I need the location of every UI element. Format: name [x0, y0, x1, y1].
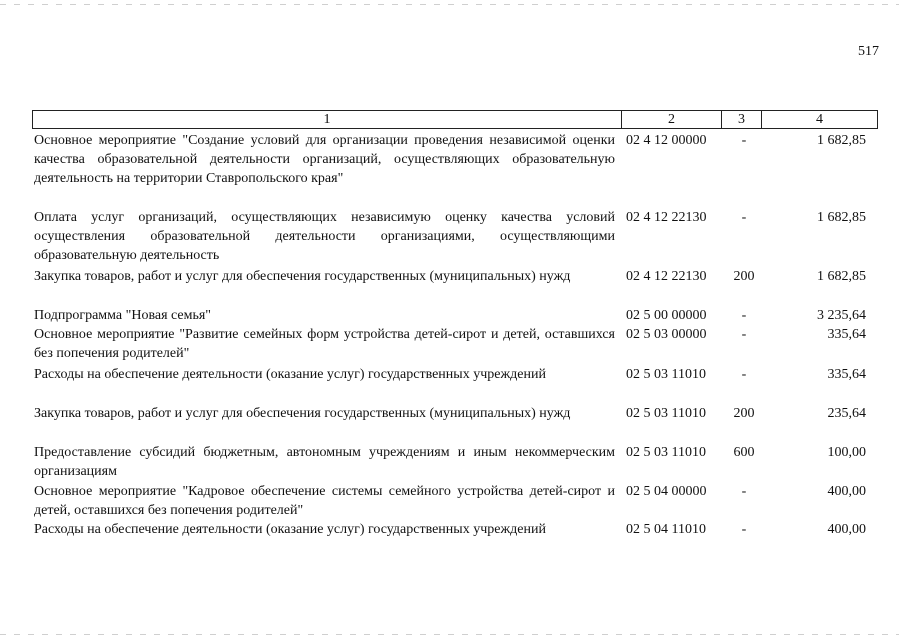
page-number: 517	[858, 44, 879, 59]
row-description: Закупка товаров, работ и услуг для обеспечения государственных (муниципальных) нужд	[34, 269, 571, 284]
row-expense-type: -	[741, 327, 747, 342]
row-description: Основное мероприятие "Развитие семейных форм устройства детей-сирот и детей, оставшихся без попечения родителей"	[34, 327, 615, 361]
row-description: Расходы на обеспечение деятельности (оказание услуг) государственных учреждений	[34, 522, 546, 537]
row-code: 02 5 03 00000	[626, 327, 707, 342]
header-col-1: 1	[33, 111, 622, 128]
row-amount: 1 682,85	[817, 210, 866, 225]
row-expense-type: -	[741, 210, 747, 225]
row-code: 02 4 12 00000	[626, 133, 707, 148]
header-col-3: 3	[722, 111, 762, 128]
row-expense-type: 600	[733, 445, 755, 460]
row-expense-type: -	[741, 133, 747, 148]
row-amount: 1 682,85	[817, 133, 866, 148]
row-code: 02 5 03 11010	[626, 367, 706, 382]
row-expense-type: -	[741, 308, 747, 323]
row-description: Подпрограмма "Новая семья"	[34, 308, 212, 323]
row-code: 02 5 03 11010	[626, 445, 706, 460]
row-expense-type: -	[741, 522, 747, 537]
row-code: 02 4 12 22130	[626, 269, 707, 284]
scan-artifact-top	[0, 4, 899, 5]
row-amount: 100,00	[827, 445, 866, 460]
row-amount: 400,00	[827, 484, 866, 499]
row-code: 02 5 04 11010	[626, 522, 706, 537]
scan-artifact-bottom	[0, 634, 899, 635]
row-amount: 335,64	[827, 327, 866, 342]
row-code: 02 5 04 00000	[626, 484, 707, 499]
row-description: Предоставление субсидий бюджетным, автономным учреждениям и иным некоммерческим организациям	[34, 445, 615, 479]
row-code: 02 5 03 11010	[626, 406, 706, 421]
row-amount: 400,00	[827, 522, 866, 537]
row-description: Основное мероприятие "Создание условий для организации проведения независимой оценки качества образовательной деятельности организаций, осуществляющих образовательную деятельность на территории Ставропольского края"	[34, 133, 615, 186]
header-col-2: 2	[622, 111, 722, 128]
row-code: 02 5 00 00000	[626, 308, 707, 323]
row-amount: 3 235,64	[817, 308, 866, 323]
row-amount: 235,64	[827, 406, 866, 421]
row-description: Закупка товаров, работ и услуг для обеспечения государственных (муниципальных) нужд	[34, 406, 571, 421]
row-description: Основное мероприятие "Кадровое обеспечение системы семейного устройства детей-сирот и детей, оставшихся без попечения родителей"	[34, 484, 615, 518]
row-expense-type: 200	[733, 406, 755, 421]
row-expense-type: -	[741, 484, 747, 499]
row-description: Оплата услуг организаций, осуществляющих независимую оценку качества условий осуществления образовательной деятельности организациями, осуществляющими образовательную деятельность	[34, 210, 615, 263]
row-expense-type: -	[741, 367, 747, 382]
header-col-4: 4	[816, 112, 823, 127]
row-code: 02 4 12 22130	[626, 210, 707, 225]
table-header	[32, 110, 878, 129]
row-description: Расходы на обеспечение деятельности (оказание услуг) государственных учреждений	[34, 367, 546, 382]
row-amount: 335,64	[827, 367, 866, 382]
row-expense-type: 200	[733, 269, 755, 284]
row-amount: 1 682,85	[817, 269, 866, 284]
